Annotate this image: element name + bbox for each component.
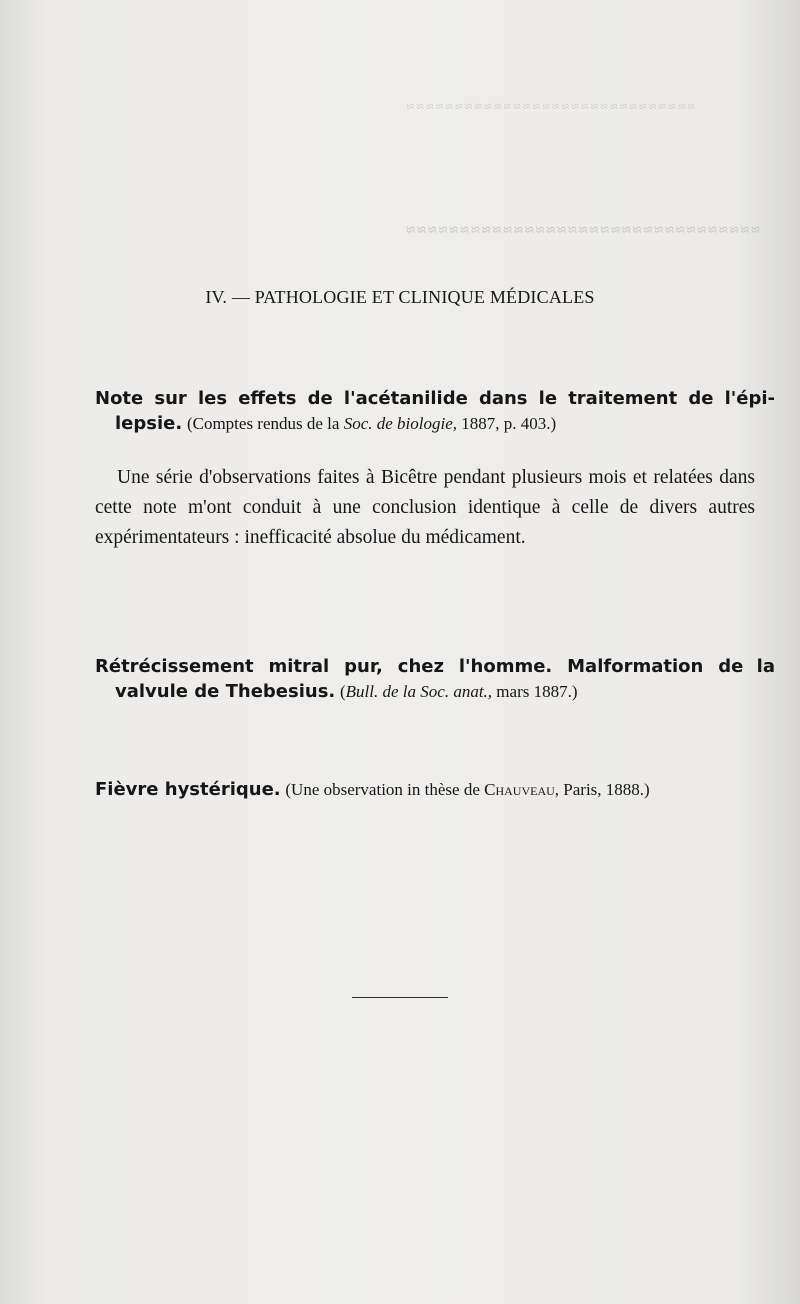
ref-prefix: (Comptes rendus de la: [186, 414, 344, 433]
entry-fievre: [95, 777, 755, 802]
entry-mitral: [95, 654, 775, 704]
entry-title: Rétrécissement mitral pur, chez l'homme. Malformation de: [95, 656, 744, 677]
ref-suffix: , Paris, 1888.): [554, 780, 650, 799]
entry-reference: [187, 414, 556, 433]
section-end-rule: [352, 997, 448, 998]
ref-suffix: mars 1887.): [492, 682, 578, 701]
section-heading: IV. — PATHOLOGIE ET CLINIQUE MÉDICALES: [205, 287, 595, 307]
ref-prefix: (: [340, 682, 346, 701]
entry-title: Note sur les effets de l'acétanilide dans le traitement de l'épi-: [95, 388, 775, 409]
ref-author: Chauveau: [484, 780, 555, 799]
show-through-text: ≈≈≈≈≈≈≈≈≈≈≈≈≈≈≈≈≈≈≈≈≈≈≈≈≈≈≈≈≈≈≈≈≈: [404, 222, 760, 239]
entry-acetanilide: [95, 386, 775, 436]
ref-journal: Soc. de biologie: [343, 414, 453, 433]
entry-title-cont: lepsie.: [115, 413, 183, 434]
ref-suffix: , 1887, p. 403.): [452, 414, 557, 433]
entry-title: Fièvre hystérique.: [95, 779, 281, 800]
entry-title-cont: la valvule de Thebesius.: [115, 656, 775, 702]
show-through-header: ≈≈≈≈≈≈≈≈≈≈≈≈≈≈≈≈≈≈≈≈≈≈≈≈≈≈≈≈≈≈: [404, 100, 695, 115]
ref-prefix: (Une observation in thèse de: [285, 780, 485, 799]
entry-body-paragraph: Une série d'observations faites à Bicêtre pendant plusieurs mois et relatées dans cette note m'ont conduit à une conclusion identique à celle de divers autres expérimentateurs : inefficacité absolue du médicament.: [95, 467, 755, 548]
ref-journal: Bull. de la Soc. anat.,: [345, 682, 493, 701]
entry-reference: [285, 780, 649, 799]
entry-reference: [340, 682, 578, 701]
